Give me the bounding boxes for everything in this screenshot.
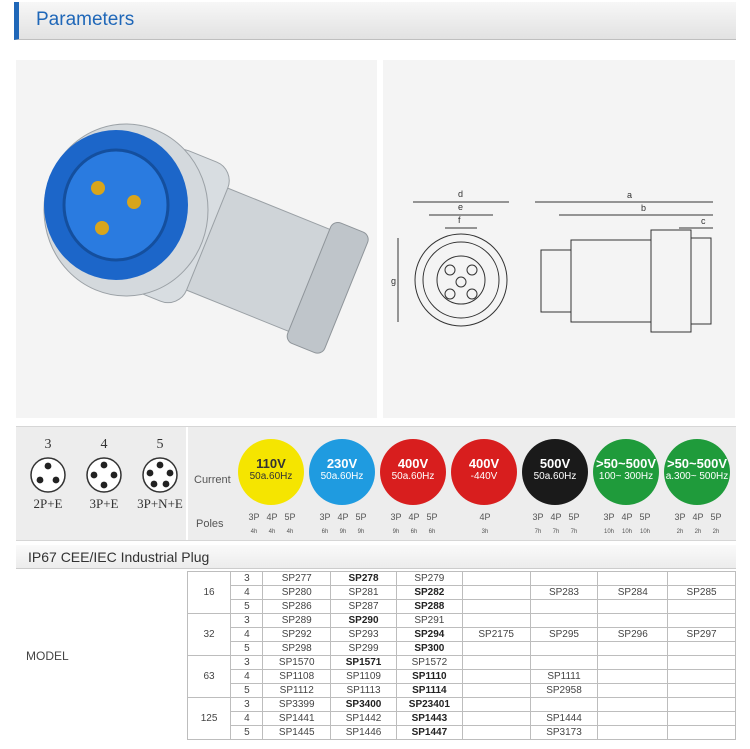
model-cell: SP289 — [263, 614, 331, 628]
model-cell: SP298 — [263, 642, 331, 656]
pole-hour: 10h — [621, 528, 632, 535]
model-label: MODEL — [26, 648, 69, 663]
model-cell: SP1443 — [396, 712, 462, 726]
model-cell: SP1445 — [263, 726, 331, 740]
socket-pin-icon — [141, 456, 179, 494]
pole-entry: 5P $_{4h}$ — [284, 512, 296, 535]
dim-e: e — [458, 202, 464, 212]
dim-b: b — [641, 203, 647, 213]
model-cell — [598, 712, 668, 726]
voltage-circle — [451, 439, 517, 505]
model-cell — [530, 698, 598, 712]
pole-hour: 7h — [552, 528, 560, 535]
pole-count: 3 — [231, 614, 263, 628]
model-cell: SP1112 — [263, 684, 331, 698]
pole-count: 3 — [231, 656, 263, 670]
current-rating: 63 — [187, 656, 231, 698]
voltage-frequency: 50a.60Hz — [391, 471, 435, 482]
pole-hour: 10h — [639, 528, 650, 535]
pole-hour: 6h — [410, 528, 418, 535]
model-cell — [668, 684, 736, 698]
pole-count: 4 — [231, 628, 263, 642]
model-cell: SP1109 — [331, 670, 397, 684]
poles-info — [457, 512, 513, 535]
model-cell — [668, 614, 736, 628]
pin-config-3 — [20, 427, 76, 512]
pole-entry: 4P $_{7h}$ — [550, 512, 562, 535]
pole-entry: 3P $_{6h}$ — [319, 512, 331, 535]
voltage-value: 400V — [397, 456, 429, 471]
model-cell — [598, 670, 668, 684]
model-cell: SP1447 — [396, 726, 462, 740]
pole-count: 5 — [231, 642, 263, 656]
pin-config-label: 2P+E — [33, 496, 63, 511]
voltage-value: 230V — [326, 456, 358, 471]
socket-pin-icon — [29, 456, 67, 494]
model-cell: SP1114 — [396, 684, 462, 698]
voltage-frequency: 50a.60Hz — [533, 471, 577, 482]
model-cell: SP288 — [396, 600, 462, 614]
model-cell — [668, 572, 736, 586]
voltage-frequency: 100~ 300Hz — [598, 471, 654, 482]
pole-hour: 7h — [534, 528, 542, 535]
model-cell — [530, 656, 598, 670]
model-cell: SP1571 — [331, 656, 397, 670]
voltage-circle — [522, 439, 588, 505]
model-cell: SP279 — [396, 572, 462, 586]
model-cell: SP1110 — [396, 670, 462, 684]
pin-config-label: 3P+N+E — [137, 496, 183, 511]
model-cell: SP1108 — [263, 670, 331, 684]
pole-entry: 5P $_{9h}$ — [355, 512, 367, 535]
model-cell — [598, 642, 668, 656]
model-cell — [598, 572, 668, 586]
pole-hour: 9h — [339, 528, 347, 535]
pin-config-panel — [16, 427, 188, 540]
voltage-circle — [593, 439, 659, 505]
poles-label: Poles — [196, 518, 224, 530]
model-cell — [530, 614, 598, 628]
model-cell — [668, 670, 736, 684]
model-cell: SP299 — [331, 642, 397, 656]
model-cell: SP291 — [396, 614, 462, 628]
voltage-value: 500V — [539, 456, 571, 471]
dim-f: f — [458, 215, 461, 225]
pole-hour: 6h — [321, 528, 329, 535]
model-cell — [462, 712, 530, 726]
pole-hour: 10h — [603, 528, 614, 535]
model-cell: SP293 — [331, 628, 397, 642]
model-cell — [598, 614, 668, 628]
model-cell: SP1446 — [331, 726, 397, 740]
model-cell: SP1441 — [263, 712, 331, 726]
voltage-value: >50~500V — [595, 456, 656, 471]
model-cell: SP290 — [331, 614, 397, 628]
model-cell: SP284 — [598, 586, 668, 600]
pole-hour: 4h — [268, 528, 276, 535]
model-cell: SP3399 — [263, 698, 331, 712]
pole-hour: 7h — [570, 528, 578, 535]
poles-info — [599, 512, 655, 535]
pole-entry: 4P $_{4h}$ — [266, 512, 278, 535]
pin-config-5 — [132, 427, 188, 512]
pole-count: 5 — [231, 726, 263, 740]
model-cell — [462, 572, 530, 586]
poles-info — [244, 512, 300, 535]
pole-entry: 3P $_{10h}$ — [603, 512, 615, 535]
model-cell: SP1572 — [396, 656, 462, 670]
model-table — [16, 571, 736, 740]
pole-hour: 6h — [428, 528, 436, 535]
pole-entry: 4P $_{2h}$ — [692, 512, 704, 535]
voltage-value: >50~500V — [666, 456, 727, 471]
model-cell — [530, 600, 598, 614]
table-title-bar — [16, 545, 736, 569]
poles-info — [315, 512, 371, 535]
model-cell: SP292 — [263, 628, 331, 642]
model-cell: SP2958 — [530, 684, 598, 698]
pole-entry: 4P $_{6h}$ — [408, 512, 420, 535]
current-rating: 125 — [187, 698, 231, 740]
pole-hour: 3h — [481, 528, 489, 535]
voltage-circle — [238, 439, 304, 505]
model-cell: SP287 — [331, 600, 397, 614]
poles-info — [528, 512, 584, 535]
model-cell: SP297 — [668, 628, 736, 642]
model-cell — [462, 656, 530, 670]
model-cell: SP295 — [530, 628, 598, 642]
pole-count: 3 — [231, 698, 263, 712]
plug-image — [16, 60, 377, 418]
voltage-frequency: a.300~ 500Hz — [665, 471, 729, 482]
model-cell — [668, 656, 736, 670]
model-cell — [598, 726, 668, 740]
model-cell — [598, 684, 668, 698]
product-photo — [16, 60, 377, 418]
model-cell: SP300 — [396, 642, 462, 656]
poles-info — [386, 512, 442, 535]
model-cell: SP1444 — [530, 712, 598, 726]
voltage-circle — [309, 439, 375, 505]
model-cell: SP282 — [396, 586, 462, 600]
model-cell — [462, 586, 530, 600]
current-rating: 16 — [187, 572, 231, 614]
pole-entry: 3P $_{2h}$ — [674, 512, 686, 535]
pin-config-label: 3P+E — [89, 496, 119, 511]
model-cell — [668, 642, 736, 656]
model-cell — [462, 698, 530, 712]
pole-entry: 4P $_{10h}$ — [621, 512, 633, 535]
model-cell: SP277 — [263, 572, 331, 586]
pin-count: 5 — [156, 437, 164, 452]
model-cell: SP280 — [263, 586, 331, 600]
voltage-circle — [380, 439, 446, 505]
model-cell — [598, 656, 668, 670]
model-cell: SP1111 — [530, 670, 598, 684]
pole-entry: 5P $_{7h}$ — [568, 512, 580, 535]
pole-count: 4 — [231, 712, 263, 726]
current-rating: 32 — [187, 614, 231, 656]
spec-band — [16, 426, 736, 541]
model-cell: SP23401 — [396, 698, 462, 712]
voltage-frequency: -440V — [470, 471, 498, 482]
model-cell: SP296 — [598, 628, 668, 642]
model-cell: SP1113 — [331, 684, 397, 698]
dimension-drawing — [383, 60, 735, 418]
section-header — [14, 2, 736, 40]
model-cell — [530, 572, 598, 586]
socket-pin-icon — [85, 456, 123, 494]
voltage-circle — [664, 439, 730, 505]
model-cell: SP278 — [331, 572, 397, 586]
model-cell — [668, 726, 736, 740]
model-cell: SP3400 — [331, 698, 397, 712]
table-row — [16, 572, 736, 586]
pole-count: 4 — [231, 586, 263, 600]
voltage-value: 400V — [468, 456, 500, 471]
pole-hour: 2h — [694, 528, 702, 535]
pole-count: 5 — [231, 684, 263, 698]
model-cell — [668, 698, 736, 712]
pole-hour: 2h — [712, 528, 720, 535]
pin-count: 3 — [44, 437, 52, 452]
model-cell: SP283 — [530, 586, 598, 600]
model-cell: SP3173 — [530, 726, 598, 740]
pole-count: 5 — [231, 600, 263, 614]
dim-d: d — [458, 189, 464, 199]
model-cell — [462, 684, 530, 698]
pole-hour: 4h — [250, 528, 258, 535]
pole-hour: 9h — [392, 528, 400, 535]
pole-hour: 9h — [357, 528, 365, 535]
pole-entry: 3P $_{7h}$ — [532, 512, 544, 535]
voltage-value: 110V — [256, 456, 286, 471]
poles-info — [670, 512, 726, 535]
model-cell: SP1442 — [331, 712, 397, 726]
model-cell — [462, 670, 530, 684]
current-label: Current — [194, 474, 231, 486]
dim-c: c — [701, 216, 706, 226]
model-cell: SP2175 — [462, 628, 530, 642]
voltage-frequency: 50a.60Hz — [249, 471, 293, 482]
model-cell: SP1570 — [263, 656, 331, 670]
model-cell: SP286 — [263, 600, 331, 614]
model-cell — [598, 698, 668, 712]
model-cell — [462, 614, 530, 628]
model-cell — [462, 642, 530, 656]
dim-a: a — [627, 190, 633, 200]
model-cell — [530, 642, 598, 656]
model-cell: SP285 — [668, 586, 736, 600]
pole-entry: 4P $_{3h}$ — [479, 512, 491, 535]
model-cell: SP281 — [331, 586, 397, 600]
pole-entry: 3P $_{9h}$ — [390, 512, 402, 535]
dim-g: g — [391, 276, 397, 286]
section-title: Parameters — [36, 9, 135, 30]
pole-count: 3 — [231, 572, 263, 586]
pole-entry: 3P $_{4h}$ — [248, 512, 260, 535]
model-cell — [598, 600, 668, 614]
table-title: IP67 CEE/IEC Industrial Plug — [28, 549, 210, 565]
model-cell — [462, 600, 530, 614]
model-cell — [668, 712, 736, 726]
pole-hour: 2h — [676, 528, 684, 535]
voltage-frequency: 50a.60Hz — [320, 471, 364, 482]
model-cell — [668, 600, 736, 614]
pole-entry: 5P $_{2h}$ — [710, 512, 722, 535]
pin-count: 4 — [100, 437, 108, 452]
pole-hour: 4h — [286, 528, 294, 535]
pole-entry: 5P $_{6h}$ — [426, 512, 438, 535]
pole-count: 4 — [231, 670, 263, 684]
model-cell: SP294 — [396, 628, 462, 642]
pole-entry: 5P $_{10h}$ — [639, 512, 651, 535]
pin-config-4 — [76, 427, 132, 512]
model-cell — [462, 726, 530, 740]
pole-entry: 4P $_{9h}$ — [337, 512, 349, 535]
